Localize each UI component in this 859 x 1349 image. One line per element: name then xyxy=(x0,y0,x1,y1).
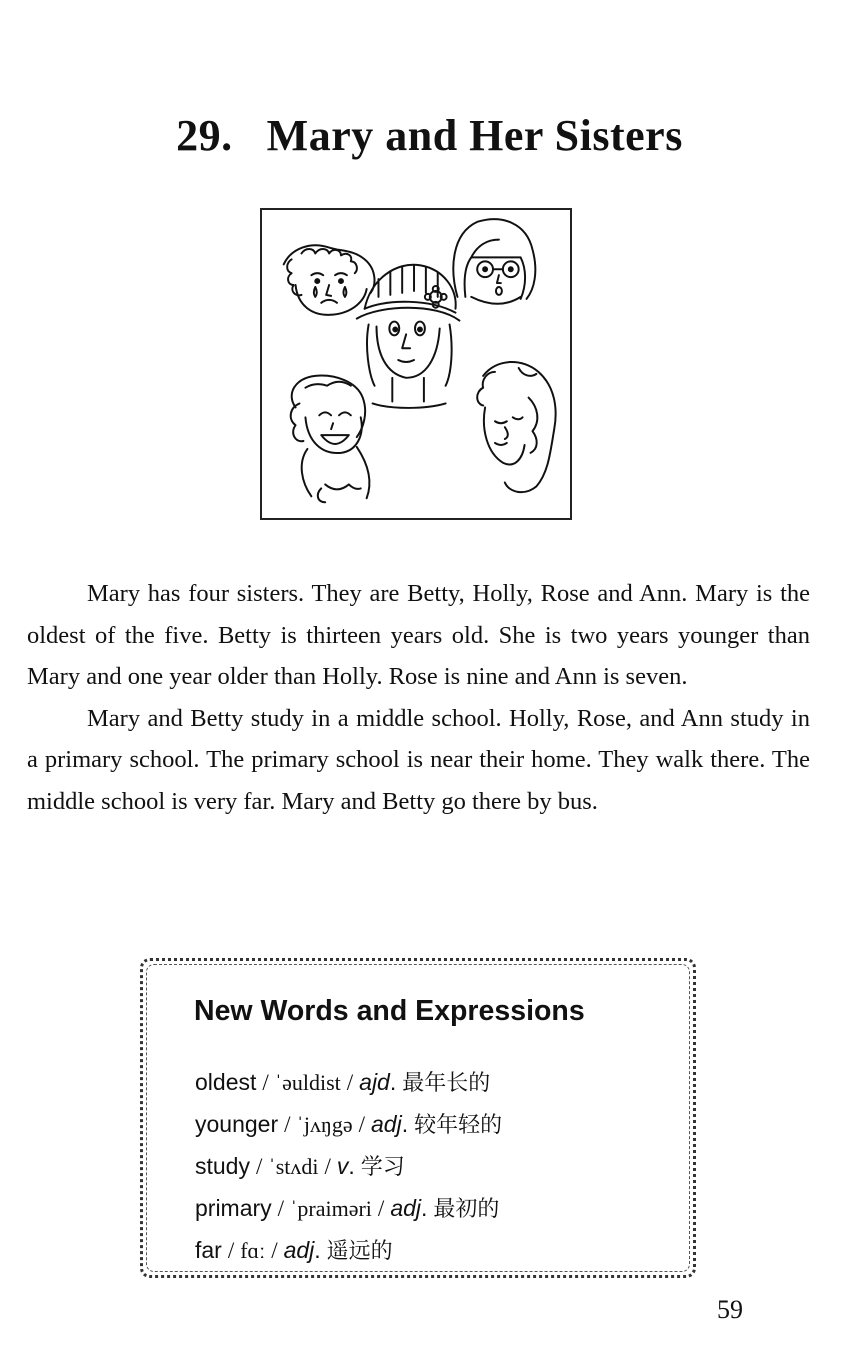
vocab-meaning: 遥远的 xyxy=(326,1239,393,1264)
five-girls-illustration xyxy=(262,210,570,518)
story-paragraph: Mary and Betty study in a middle school. Holly, Rose, and Ann study in a primary school. The primary school is near their home. They walk there. The middle school is very far. Mary and Betty go there by bus. xyxy=(27,704,810,815)
vocab-word: oldest xyxy=(195,1069,257,1095)
vocab-pronunciation: ˈstʌdi xyxy=(268,1154,319,1179)
crying-girl-face xyxy=(284,245,375,315)
vocab-part-of-speech: adj xyxy=(283,1237,315,1263)
lesson-title xyxy=(0,110,859,161)
vocabulary-item: oldest / ˈəuldist / ajd. 最年长的 xyxy=(195,1069,491,1096)
illustration-frame xyxy=(260,208,572,520)
vocab-pronunciation: ˈpraiməri xyxy=(290,1196,372,1221)
vocab-meaning: 较年轻的 xyxy=(414,1113,503,1138)
vocabulary-item: younger / ˈjʌŋgə / adj. 较年轻的 xyxy=(195,1111,503,1138)
vocab-part-of-speech: adj xyxy=(390,1195,422,1221)
vocab-pronunciation: ˈəuldist xyxy=(274,1070,341,1095)
vocabulary-heading: New Words and Expressions xyxy=(194,995,585,1027)
lesson-number: 29. xyxy=(176,111,233,160)
vocabulary-item: far / fɑː / adj. 遥远的 xyxy=(195,1237,393,1264)
vocab-word: far xyxy=(195,1237,222,1263)
vocab-part-of-speech: v xyxy=(336,1153,349,1179)
lesson-title-text: Mary and Her Sisters xyxy=(266,111,683,160)
hat-girl-face xyxy=(357,265,460,408)
vocab-word: younger xyxy=(195,1111,279,1137)
vocabulary-list xyxy=(195,1061,502,1271)
page-number: 59 xyxy=(717,1295,743,1324)
vocab-meaning: 最年长的 xyxy=(402,1071,491,1096)
vocab-pronunciation: fɑː xyxy=(240,1238,266,1263)
story-paragraph: Mary has four sisters. They are Betty, Holly, Rose and Ann. Mary is the oldest of the five. Betty is thirteen years old. She is two years younger than Mary and one year older than Holly. Rose is nine and Ann is seven. xyxy=(27,580,810,690)
vocab-part-of-speech: ajd xyxy=(359,1069,390,1095)
sleepy-girl-face xyxy=(477,362,555,492)
vocabulary-item: primary / ˈpraiməri / adj. 最初的 xyxy=(195,1195,500,1222)
vocab-word: study xyxy=(195,1153,250,1179)
vocab-pronunciation: ˈjʌŋgə xyxy=(296,1112,353,1137)
vocabulary-item: study / ˈstʌdi / v. 学习 xyxy=(195,1153,405,1180)
vocab-word: primary xyxy=(195,1195,272,1221)
story-text xyxy=(27,573,810,822)
vocab-meaning: 学习 xyxy=(360,1155,405,1180)
vocab-meaning: 最初的 xyxy=(433,1197,500,1222)
vocab-part-of-speech: adj xyxy=(371,1111,402,1137)
vocabulary-box xyxy=(140,958,696,1278)
laughing-girl-face xyxy=(291,376,370,503)
glasses-girl-face xyxy=(453,219,535,304)
